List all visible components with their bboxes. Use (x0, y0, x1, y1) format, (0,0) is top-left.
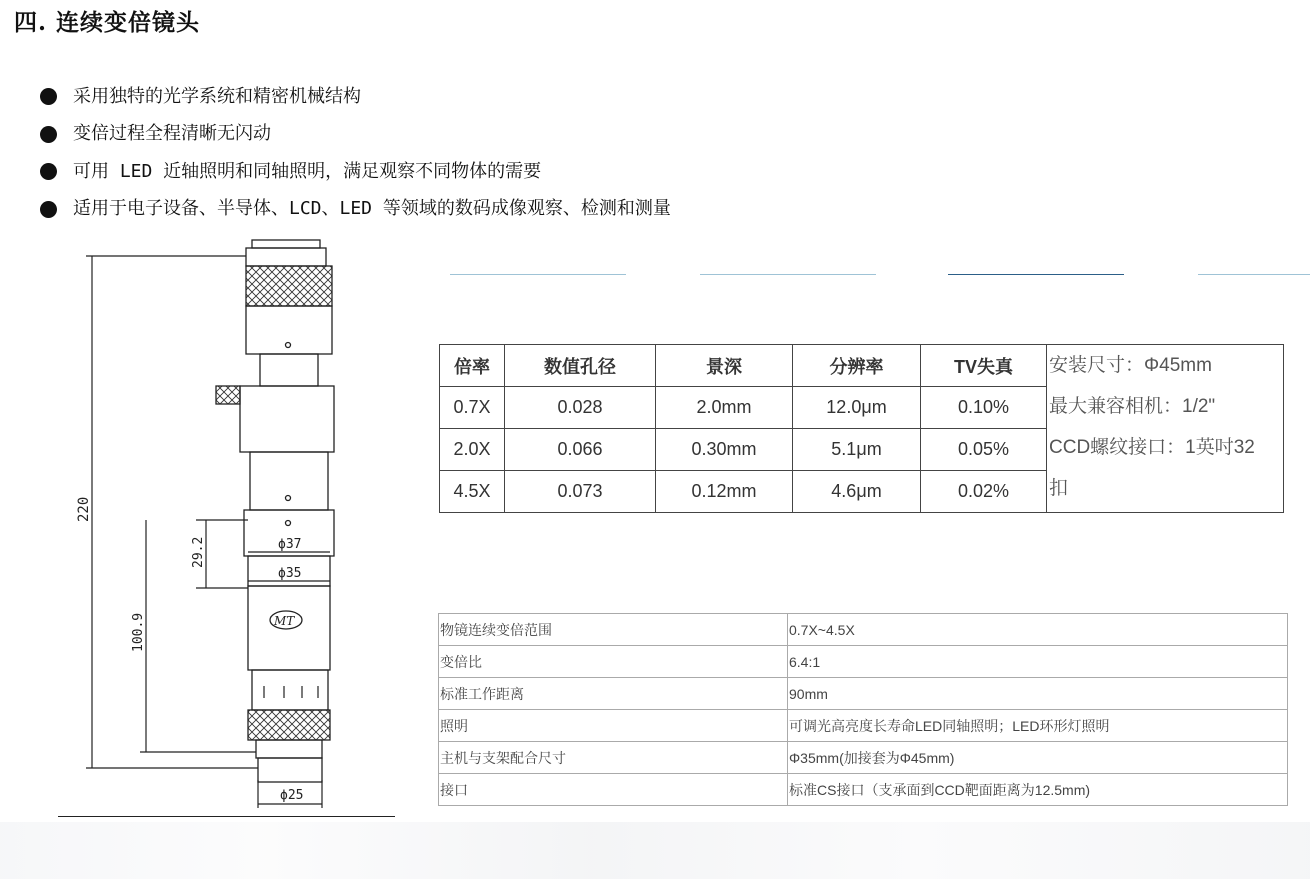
table-cell: 4.6μm (793, 471, 921, 513)
mount-info-line: 安装尺寸：Φ45mm (1049, 355, 1212, 376)
feature-text: 适用于电子设备、半导体、LCD、LED 等领域的数码成像观察、检测和测量 (73, 198, 671, 220)
table-row (439, 710, 1288, 742)
dim-lower-label: 100.9 (131, 612, 146, 652)
drawing-baseline (58, 816, 395, 817)
header-cell: 分辨率 (793, 345, 921, 387)
bullet-dot-icon (40, 126, 57, 143)
dia-37-label: ϕ37 (278, 537, 302, 552)
mount-info-line: CCD螺纹接口：1英吋32 (1049, 437, 1255, 458)
param-value: 90mm (788, 678, 1288, 710)
table-header-row (440, 345, 1284, 387)
feature-text: 可用 LED 近轴照明和同轴照明，满足观察不同物体的需要 (73, 160, 542, 182)
header-cell: 景深 (656, 345, 793, 387)
divider-line (450, 274, 626, 275)
feature-list (40, 78, 671, 228)
header-cell: TV失真 (921, 345, 1047, 387)
table-cell: 0.073 (505, 471, 656, 513)
table-cell: 0.10% (921, 387, 1047, 429)
dia-35-label: ϕ35 (278, 566, 302, 581)
param-label: 物镜连续变倍范围 (439, 614, 788, 646)
list-item (40, 78, 671, 116)
dim-total-label: 220 (76, 496, 92, 522)
table-cell: 0.12mm (656, 471, 793, 513)
feature-text: 变倍过程全程清晰无闪动 (73, 123, 271, 145)
table-row (439, 646, 1288, 678)
table-cell: 0.028 (505, 387, 656, 429)
mount-info-cell (1047, 345, 1284, 513)
table-row (439, 614, 1288, 646)
list-item (40, 116, 671, 154)
header-cell: 数值孔径 (505, 345, 656, 387)
feature-text: 采用独特的光学系统和精密机械结构 (73, 85, 361, 107)
dia-25-label: ϕ25 (280, 788, 304, 803)
divider-line (1198, 274, 1310, 275)
table-cell: 4.5X (440, 471, 505, 513)
param-value: 标准CS接口（支承面到CCD靶面距离为12.5mm) (788, 774, 1288, 806)
param-label: 主机与支架配合尺寸 (439, 742, 788, 774)
table-cell: 0.30mm (656, 429, 793, 471)
param-label: 变倍比 (439, 646, 788, 678)
spec-table (439, 344, 1284, 513)
list-item (40, 191, 671, 229)
param-value: Φ35mm(加接套为Φ45mm) (788, 742, 1288, 774)
mount-info-line: 最大兼容相机：1/2" (1049, 396, 1216, 417)
table-cell: 0.7X (440, 387, 505, 429)
page-title: 四. 连续变倍镜头 (14, 9, 201, 36)
table-cell: 12.0μm (793, 387, 921, 429)
table-row (439, 742, 1288, 774)
bullet-dot-icon (40, 88, 57, 105)
bullet-dot-icon (40, 163, 57, 180)
mount-info-line: 扣 (1049, 478, 1069, 499)
table-cell: 2.0X (440, 429, 505, 471)
parameter-table (438, 613, 1288, 806)
dim-upper-label: 29.2 (191, 536, 206, 568)
param-value: 0.7X~4.5X (788, 614, 1288, 646)
table-cell: 0.05% (921, 429, 1047, 471)
param-label: 照明 (439, 710, 788, 742)
param-value: 6.4:1 (788, 646, 1288, 678)
brand-logo: MT (274, 614, 295, 628)
table-cell: 0.066 (505, 429, 656, 471)
lens-technical-drawing (56, 232, 356, 812)
divider-line (700, 274, 876, 275)
list-item (40, 153, 671, 191)
table-row (439, 678, 1288, 710)
footer-fade (0, 822, 1310, 879)
divider-line (948, 274, 1124, 275)
param-value: 可调光高亮度长寿命LED同轴照明；LED环形灯照明 (788, 710, 1288, 742)
param-label: 标准工作距离 (439, 678, 788, 710)
bullet-dot-icon (40, 201, 57, 218)
table-cell: 5.1μm (793, 429, 921, 471)
header-cell: 倍率 (440, 345, 505, 387)
table-cell: 0.02% (921, 471, 1047, 513)
param-label: 接口 (439, 774, 788, 806)
table-row (439, 774, 1288, 806)
table-cell: 2.0mm (656, 387, 793, 429)
